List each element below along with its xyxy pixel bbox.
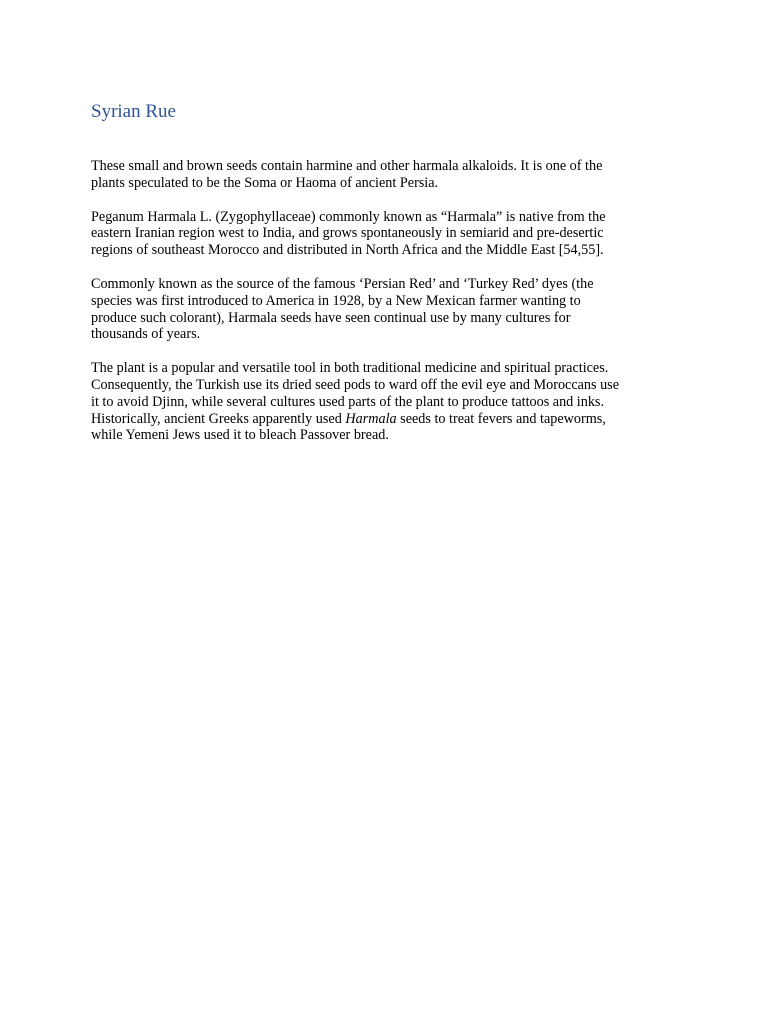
line-segment: Historically, ancient Greeks apparently used <box>91 410 346 427</box>
page-title: Syrian Rue <box>91 101 176 122</box>
paragraph-line-with-italic <box>91 411 691 428</box>
paragraph-line: species was first introduced to America in 1928, by a New Mexican farmer wanting to <box>91 292 581 309</box>
paragraph-line: while Yemeni Jews used it to bleach Passover bread. <box>91 427 389 444</box>
paragraph-line: thousands of years. <box>91 326 201 343</box>
paragraph-1 <box>91 158 691 192</box>
paragraph-2 <box>91 209 691 259</box>
paragraph-line: Peganum Harmala L. (Zygophyllaceae) commonly known as “Harmala” is native from the <box>91 208 606 225</box>
paragraph-line: eastern Iranian region west to India, and grows spontaneously in semiarid and pre-desertic <box>91 225 604 242</box>
italic-term: Harmala <box>345 410 397 427</box>
paragraph-line: regions of southeast Morocco and distributed in North Africa and the Middle East [54,55]. <box>91 242 604 259</box>
paragraph-line: produce such colorant), Harmala seeds have seen continual use by many cultures for <box>91 309 571 326</box>
paragraph-line: it to avoid Djinn, while several cultures used parts of the plant to produce tattoos and inks. <box>91 393 605 410</box>
paragraph-4 <box>91 360 691 444</box>
paragraph-line: These small and brown seeds contain harmine and other harmala alkaloids. It is one of the <box>91 158 603 174</box>
paragraph-line: plants speculated to be the Soma or Haoma of ancient Persia. <box>91 174 439 191</box>
document-body <box>91 158 691 461</box>
paragraph-3 <box>91 276 691 343</box>
line-segment: seeds to treat fevers and tapeworms, <box>396 410 606 427</box>
paragraph-line: Consequently, the Turkish use its dried seed pods to ward off the evil eye and Moroccans use <box>91 376 619 393</box>
paragraph-line: Commonly known as the source of the famous ‘Persian Red’ and ‘Turkey Red’ dyes (the <box>91 275 594 292</box>
paragraph-line: The plant is a popular and versatile tool in both traditional medicine and spiritual practices. <box>91 360 609 377</box>
